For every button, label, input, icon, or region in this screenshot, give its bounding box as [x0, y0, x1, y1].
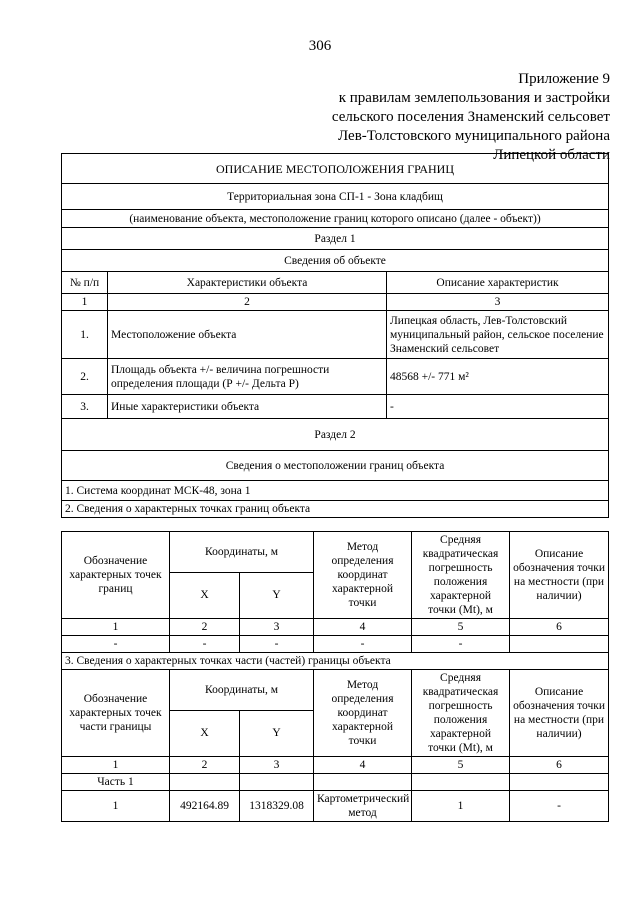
table-row	[62, 395, 609, 419]
table-row	[62, 359, 609, 395]
row-char: Местоположение объекта	[108, 311, 387, 359]
col-method-header: Метод определения координат характерной точки	[314, 532, 412, 619]
index-cell: 3	[387, 294, 609, 311]
index-cell: 2	[108, 294, 387, 311]
col-coords-header: Координаты, м	[170, 532, 314, 573]
row-char: Площадь объекта +/- величина погрешности определения площади (Р +/- Дельта Р)	[108, 359, 387, 395]
row-desc: Липецкая область, Лев-Толстовский муниципальный район, сельское поселение Знаменский сельсовет	[387, 311, 609, 359]
row-desc: -	[387, 395, 609, 419]
col-error-header: Средняя квадратическая погрешность положения характерной точки (Mt), м	[412, 670, 510, 757]
appendix-line: Приложение 9	[518, 71, 610, 87]
point-x: 492164.89	[170, 791, 240, 822]
row-number: 1.	[62, 311, 108, 359]
section2-subtitle: Сведения о местоположении границ объекта	[62, 451, 609, 481]
index-cell: 6	[510, 757, 609, 774]
point-method: Картометрический метод	[314, 791, 412, 822]
empty-cell: -	[62, 636, 170, 653]
index-cell: 1	[62, 619, 170, 636]
index-cell: 4	[314, 757, 412, 774]
col-designation-part-header: Обозначение характерных точек части границы	[62, 670, 170, 757]
part-label: Часть 1	[62, 774, 170, 791]
point-desc: -	[510, 791, 609, 822]
section1-title: Раздел 1	[62, 228, 609, 250]
table-row	[62, 791, 609, 822]
appendix-line: к правилам землепользования и застройки	[338, 90, 610, 106]
point-number: 1	[62, 791, 170, 822]
appendix-line: сельского поселения Знаменский сельсовет	[331, 109, 610, 125]
empty-cell: -	[314, 636, 412, 653]
empty-cell: -	[240, 636, 314, 653]
parts-title: 3. Сведения о характерных точках части (частей) границы объекта	[62, 653, 609, 670]
col-desc-header: Описание обозначения точки на местности (при наличии)	[510, 532, 609, 619]
coord-system: 1. Система координат МСК-48, зона 1	[62, 481, 609, 501]
index-cell: 4	[314, 619, 412, 636]
index-cell: 2	[170, 619, 240, 636]
appendix-line: Лев-Толстовского муниципального района	[337, 128, 610, 144]
table-row	[62, 636, 609, 653]
page-number: 306	[308, 38, 332, 54]
appendix-block	[332, 70, 610, 165]
section2-title: Раздел 2	[62, 419, 609, 451]
section1-table	[61, 153, 609, 518]
row-desc: 48568 +/- 771 м²	[387, 359, 609, 395]
col-num-header: № п/п	[62, 272, 108, 294]
appendix-line: Липецкой области	[493, 147, 610, 163]
object-note: (наименование объекта, местоположение границ которого описано (далее - объект))	[62, 210, 609, 228]
index-cell: 3	[240, 757, 314, 774]
empty-cell	[510, 636, 609, 653]
col-error-header: Средняя квадратическая погрешность положения характерной точки (Mt), м	[412, 532, 510, 619]
col-y-header: Y	[240, 710, 314, 756]
point-y: 1318329.08	[240, 791, 314, 822]
point-error: 1	[412, 791, 510, 822]
points-title: 2. Сведения о характерных точках границ объекта	[62, 501, 609, 518]
index-cell: 3	[240, 619, 314, 636]
col-designation-header: Обозначение характерных точек границ	[62, 532, 170, 619]
index-cell: 5	[412, 619, 510, 636]
row-number: 3.	[62, 395, 108, 419]
col-x-header: X	[170, 572, 240, 618]
table-row	[62, 774, 609, 791]
doc-title: ОПИСАНИЕ МЕСТОПОЛОЖЕНИЯ ГРАНИЦ	[62, 154, 609, 184]
col-x-header: X	[170, 710, 240, 756]
index-cell: 5	[412, 757, 510, 774]
points-table	[61, 531, 609, 822]
col-y-header: Y	[240, 572, 314, 618]
index-cell: 1	[62, 294, 108, 311]
zone-name: Территориальная зона СП-1 - Зона кладбищ	[62, 184, 609, 210]
row-char: Иные характеристики объекта	[108, 395, 387, 419]
section1-subtitle: Сведения об объекте	[62, 250, 609, 272]
col-desc-header: Описание характеристик	[387, 272, 609, 294]
index-cell: 1	[62, 757, 170, 774]
col-coords-header: Координаты, м	[170, 670, 314, 711]
col-desc-header: Описание обозначения точки на местности (при наличии)	[510, 670, 609, 757]
col-method-header: Метод определения координат характерной точки	[314, 670, 412, 757]
index-cell: 2	[170, 757, 240, 774]
empty-cell: -	[170, 636, 240, 653]
empty-cell: -	[412, 636, 510, 653]
row-number: 2.	[62, 359, 108, 395]
col-char-header: Характеристики объекта	[108, 272, 387, 294]
table-row	[62, 311, 609, 359]
index-cell: 6	[510, 619, 609, 636]
